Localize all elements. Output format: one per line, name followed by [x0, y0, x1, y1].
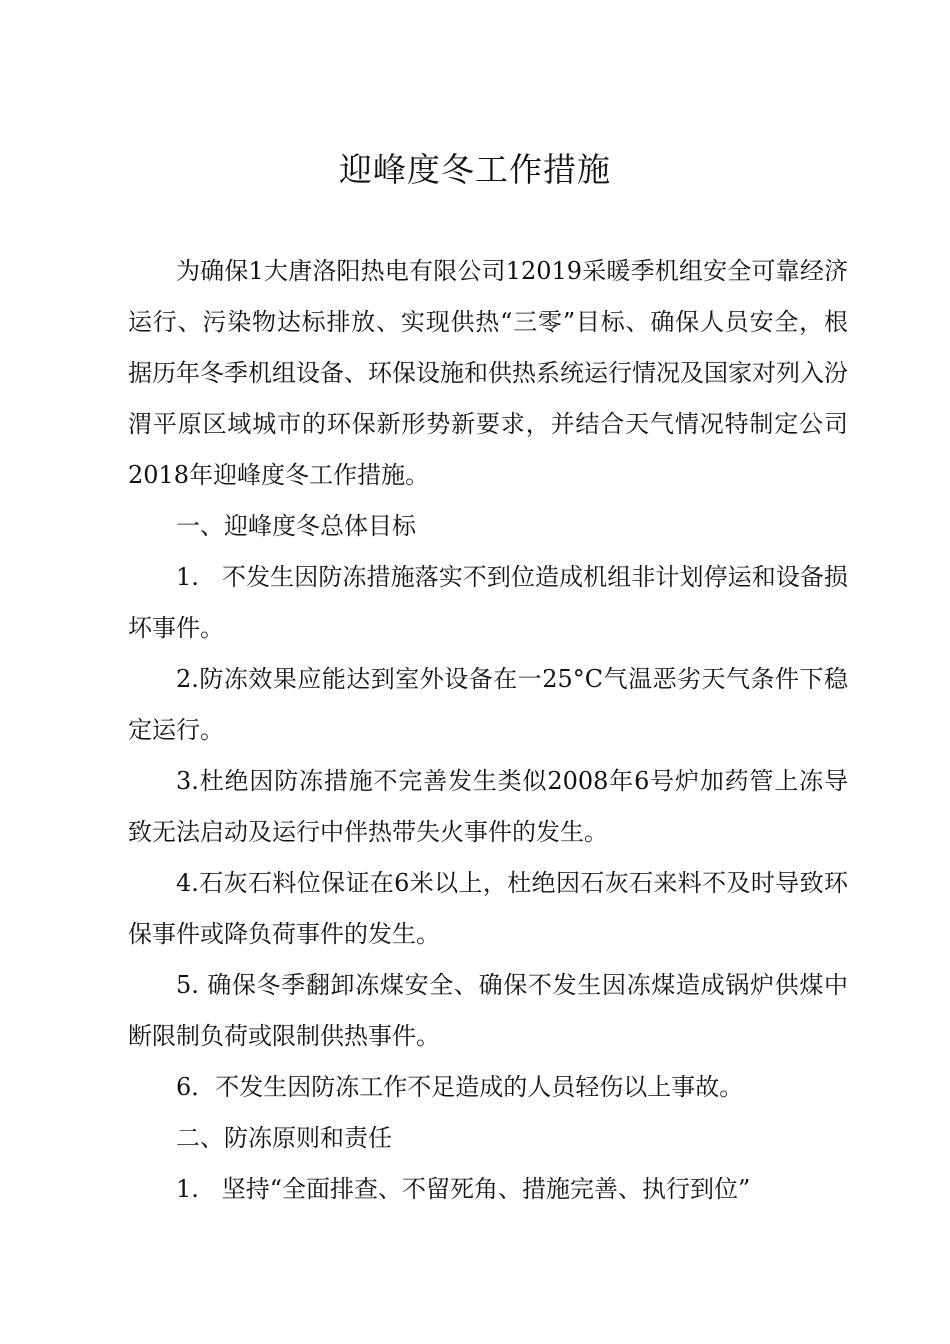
section-heading-principles: 二、防冻原则和责任: [176, 1124, 392, 1152]
document-body: [128, 246, 848, 1215]
principle-item-1: 1. 坚持“全面排查、不留死角、措施完善、执行到位”: [176, 1175, 751, 1203]
section-heading-goals: 一、迎峰度冬总体目标: [176, 512, 416, 540]
goal-item-1: 1. 不发生因防冻措施落实不到位造成机组非计划停运和设备损坏事件。: [128, 563, 848, 642]
goal-item-4: 4.石灰石料位保证在6米以上，杜绝因石灰石来料不及时导致环保事件或降负荷事件的发生。: [128, 869, 848, 948]
document-title: 迎峰度冬工作措施: [339, 150, 611, 189]
goal-item-6: 6．不发生因防冻工作不足造成的人员轻伤以上事故。: [176, 1073, 744, 1101]
intro-paragraph: 为确保1大唐洛阳热电有限公司12019采暖季机组安全可靠经济运行、污染物达标排放、实现供热“三零”目标、确保人员安全，根据历年冬季机组设备、环保设施和供热系统运行情况及国家对列入汾渭平原区域城市的环保新形势新要求，并结合天气情况特制定公司2018年迎峰度冬工作措施。: [128, 257, 848, 489]
goal-item-2: 2.防冻效果应能达到室外设备在一25°C气温恶劣天气条件下稳定运行。: [128, 665, 848, 744]
goal-item-3: 3.杜绝因防冻措施不完善发生类似2008年6号炉加药管上冻导致无法启动及运行中伴热带失火事件的发生。: [128, 767, 848, 846]
goal-item-5: 5. 确保冬季翻卸冻煤安全、确保不发生因冻煤造成锅炉供煤中断限制负荷或限制供热事件。: [128, 971, 848, 1050]
